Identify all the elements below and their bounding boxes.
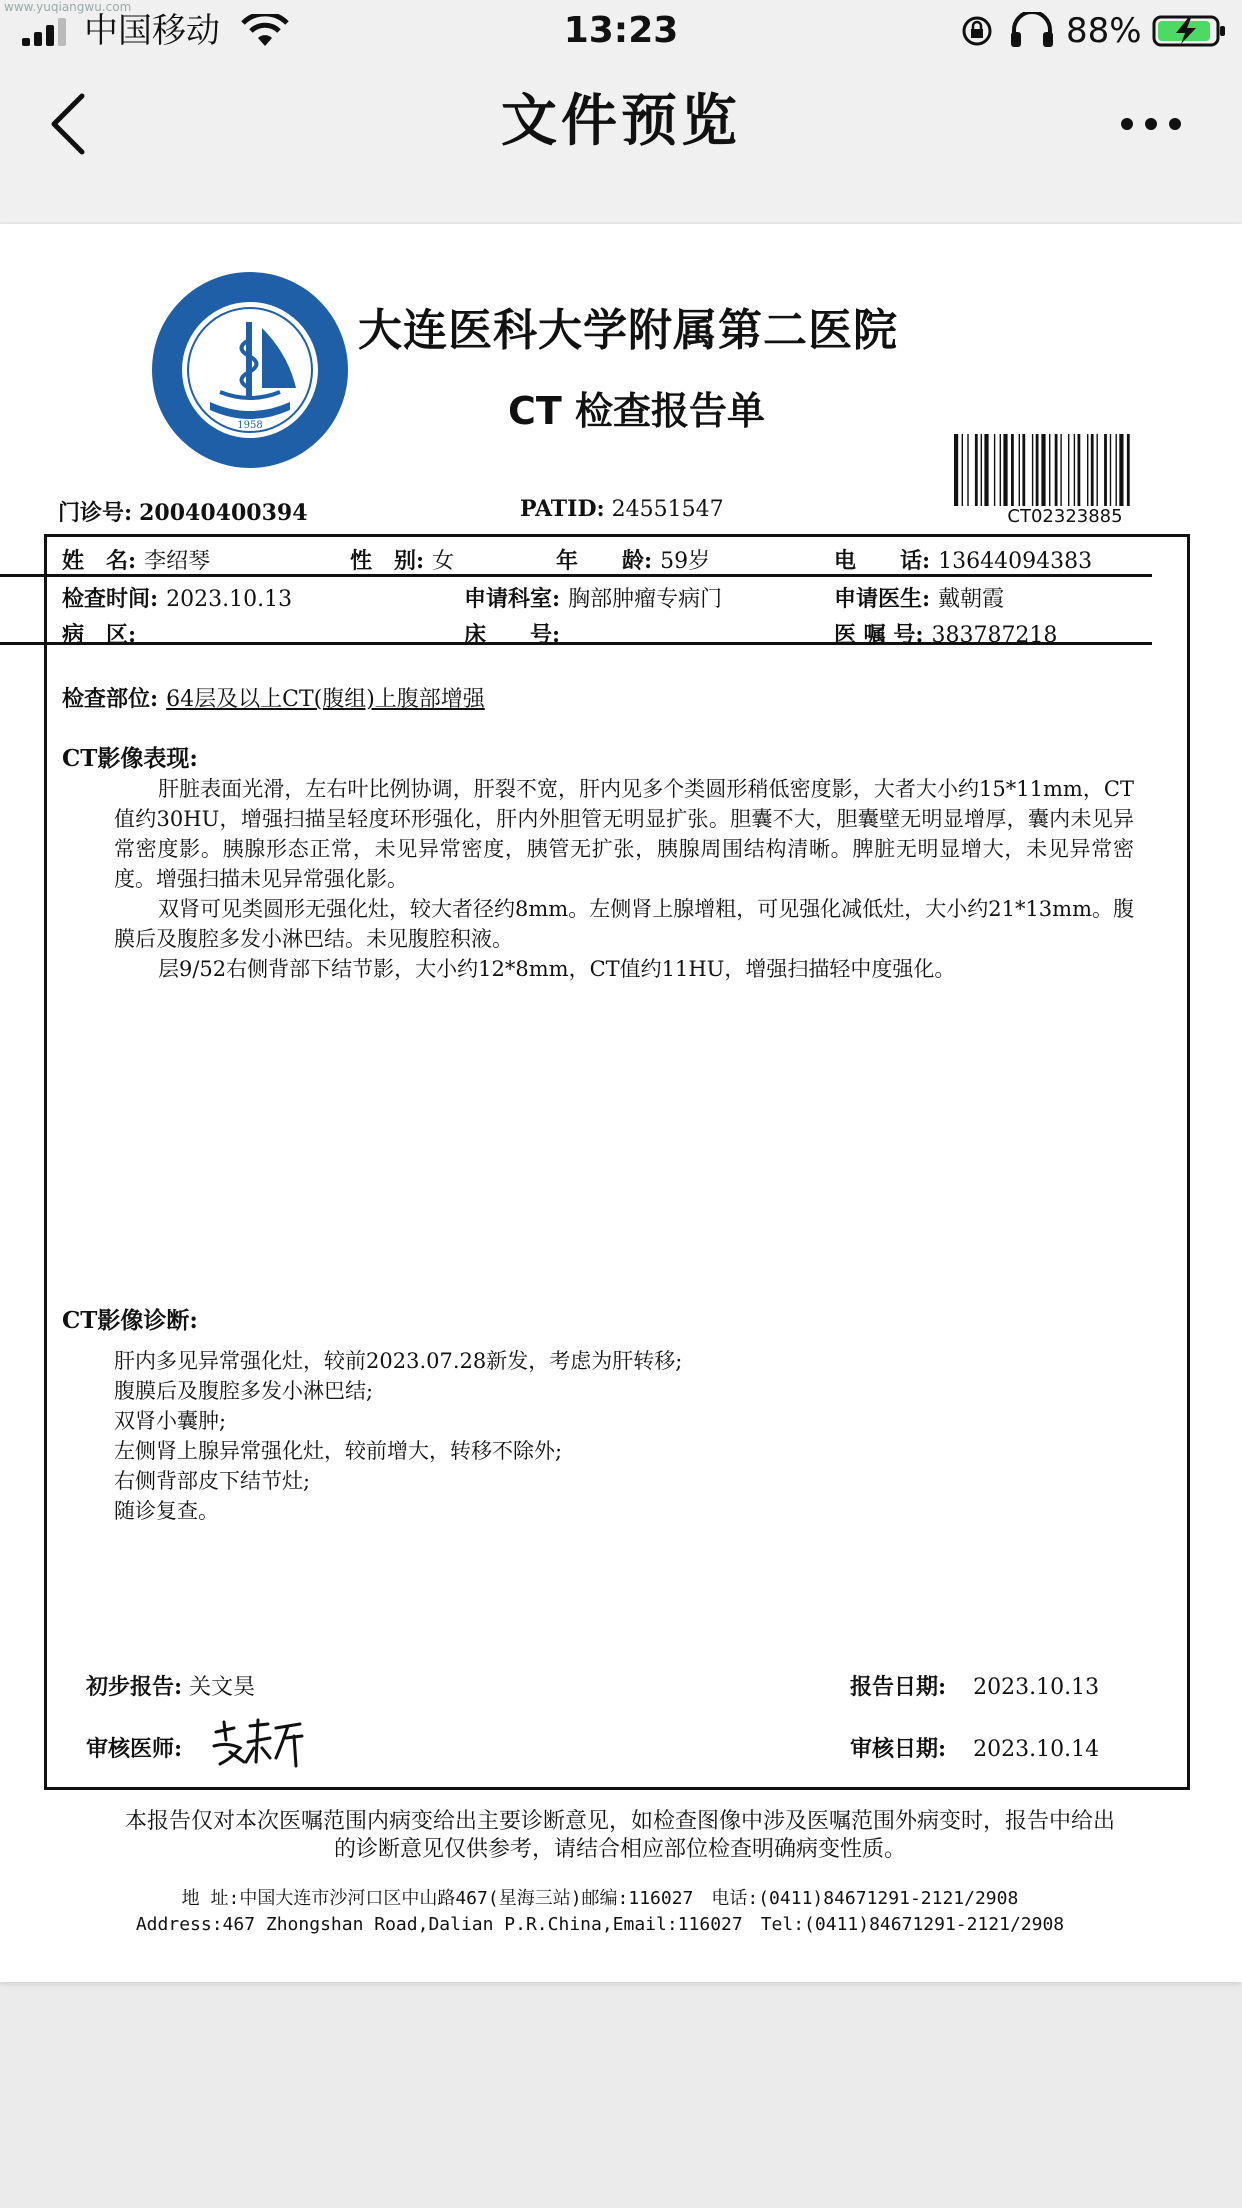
doctor-label: 申请医生: — [834, 586, 931, 612]
findings-paragraph: 肝脏表面光滑，左右叶比例协调，肝裂不宽，肝内见多个类圆形稍低密度影，大者大小约15*11mm，CT值约30HU，增强扫描呈轻度环形强化，肝内外胆管无明显扩张。胆囊不大，胆囊壁无明显增厚，囊内未见异常密度影。胰腺形态正常，未见异常密度，胰管无扩张，胰腺周围结构清晰。脾脏无明显增大，未见异常密度。增强扫描未见异常强化影。 — [114, 777, 1134, 891]
reviewer-label: 审核医师: — [86, 1736, 183, 1762]
outpatient-label: 门诊号: — [58, 500, 133, 526]
signal-icon — [22, 18, 70, 46]
exam-time-value: 2023.10.13 — [166, 587, 293, 612]
diagnosis-item: 腹膜后及腹腔多发小淋巴结; — [114, 1379, 374, 1403]
battery-percent: 88% — [1066, 11, 1142, 51]
exam-time-field — [62, 584, 292, 615]
ward-field — [62, 620, 144, 651]
svg-text:1958: 1958 — [237, 420, 263, 431]
hospital-logo-icon — [150, 270, 350, 470]
review-date-value: 2023.10.14 — [973, 1737, 1100, 1762]
watermark: www.yuqiangwu.com — [4, 0, 132, 14]
phone-value: 13644094383 — [938, 549, 1093, 574]
page-title: 文件预览 — [501, 89, 741, 154]
carrier-name: 中国移动 — [84, 11, 220, 51]
battery-charging-icon — [1152, 14, 1228, 48]
report-date — [850, 1670, 1099, 1701]
preliminary-report — [86, 1670, 255, 1701]
bed-label: 床 号: — [464, 622, 561, 648]
diagnosis-item: 左侧肾上腺异常强化灶，较前增大，转移不除外; — [114, 1439, 563, 1463]
diagnosis-item: 肝内多见异常强化灶，较前2023.07.28新发，考虑为肝转移; — [114, 1349, 683, 1373]
findings-text — [114, 774, 1134, 984]
document-preview[interactable] — [0, 224, 1242, 1982]
more-options-icon[interactable] — [1118, 110, 1184, 138]
sex-field — [350, 546, 454, 577]
report-date-value: 2023.10.13 — [973, 1675, 1100, 1700]
findings-paragraph: 双肾可见类圆形无强化灶，较大者径约8mm。左侧肾上腺增粗，可见强化减低灶，大小约21*13mm。腹膜后及腹腔多发小淋巴结。未见腹腔积液。 — [114, 897, 1134, 951]
report-date-label: 报告日期: — [850, 1674, 947, 1700]
phone-label: 电 话: — [834, 548, 931, 574]
order-label: 医 嘱 号: — [834, 622, 924, 648]
diagnosis-item: 双肾小囊肿; — [114, 1409, 227, 1433]
rotation-lock-icon — [960, 14, 994, 48]
address-chinese: 地 址:中国大连市沙河口区中山路467(星海三站)邮编:116027 电话:(0411)84671291-2121/2908 — [181, 1888, 1019, 1909]
review-date-label: 审核日期: — [850, 1736, 947, 1762]
diagnosis-item: 随诊复查。 — [114, 1499, 219, 1523]
bed-field — [464, 620, 568, 651]
age-label: 年 龄: — [556, 548, 653, 574]
sex-label: 性 别: — [350, 548, 425, 574]
diagnosis-item: 右侧背部皮下结节灶; — [114, 1469, 311, 1493]
department-label: 申请科室: — [464, 586, 561, 612]
wifi-icon — [240, 14, 290, 48]
address-english: Address:467 Zhongshan Road,Dalian P.R.China,Email:116027 Tel:(0411)84671291-2121/2908 — [135, 1914, 1065, 1935]
exam-part-value: 64层及以上CT(腹组)上腹部增强 — [166, 687, 485, 712]
patient-name-field — [62, 546, 210, 577]
barcode-number: CT02323885 — [1007, 506, 1123, 527]
exam-part-label: 检查部位: — [62, 686, 159, 712]
outpatient-number — [58, 496, 308, 527]
report-title: CT 检查报告单 — [508, 389, 766, 433]
review-date — [850, 1732, 1099, 1763]
department-value: 胸部肿瘤专病门 — [568, 587, 723, 612]
nav-bar — [0, 62, 1242, 222]
requesting-doctor-field — [834, 584, 1004, 615]
exam-part-field — [62, 684, 485, 715]
reviewer-signature — [210, 1718, 306, 1768]
exam-time-label: 检查时间: — [62, 586, 159, 612]
status-bar — [0, 0, 1242, 62]
hospital-name: 大连医科大学附属第二医院 — [358, 305, 898, 356]
name-label: 姓 名: — [62, 548, 137, 574]
clock: 13:23 — [563, 10, 679, 51]
disclaimer-text: 本报告仅对本次医嘱范围内病变给出主要诊断意见，如检查图像中涉及医嘱范围外病变时，报告中给出的诊断意见仅供参考，请结合相应部位检查明确病变性质。 — [124, 1809, 1115, 1862]
order-number-field — [834, 620, 1057, 651]
headphones-icon — [1008, 12, 1056, 48]
outpatient-value: 20040400394 — [139, 500, 308, 526]
age-field — [556, 546, 710, 577]
findings-title: CT影像表现: — [62, 745, 198, 772]
patid-label: PATID: — [520, 496, 605, 522]
report-frame — [44, 534, 1190, 1790]
order-value: 383787218 — [931, 623, 1058, 648]
department-field — [464, 584, 722, 615]
reviewer — [86, 1732, 182, 1763]
patid-value: 24551547 — [611, 497, 724, 522]
diagnosis-list — [114, 1346, 682, 1526]
doctor-value: 戴朝霞 — [938, 587, 1005, 612]
sex-value: 女 — [432, 549, 455, 574]
patid — [520, 496, 724, 522]
ward-label: 病 区: — [62, 622, 137, 648]
phone-field — [834, 546, 1092, 577]
barcode — [952, 434, 1178, 506]
findings-paragraph: 层9/52右侧背部下结节影，大小约12*8mm，CT值约11HU，增强扫描轻中度强化。 — [158, 957, 956, 981]
prelim-doctor: 关文昊 — [189, 1675, 256, 1700]
age-value: 59岁 — [660, 549, 711, 574]
prelim-label: 初步报告: — [86, 1674, 183, 1700]
diagnosis-title: CT影像诊断: — [62, 1307, 198, 1334]
name-value: 李绍琴 — [144, 549, 211, 574]
